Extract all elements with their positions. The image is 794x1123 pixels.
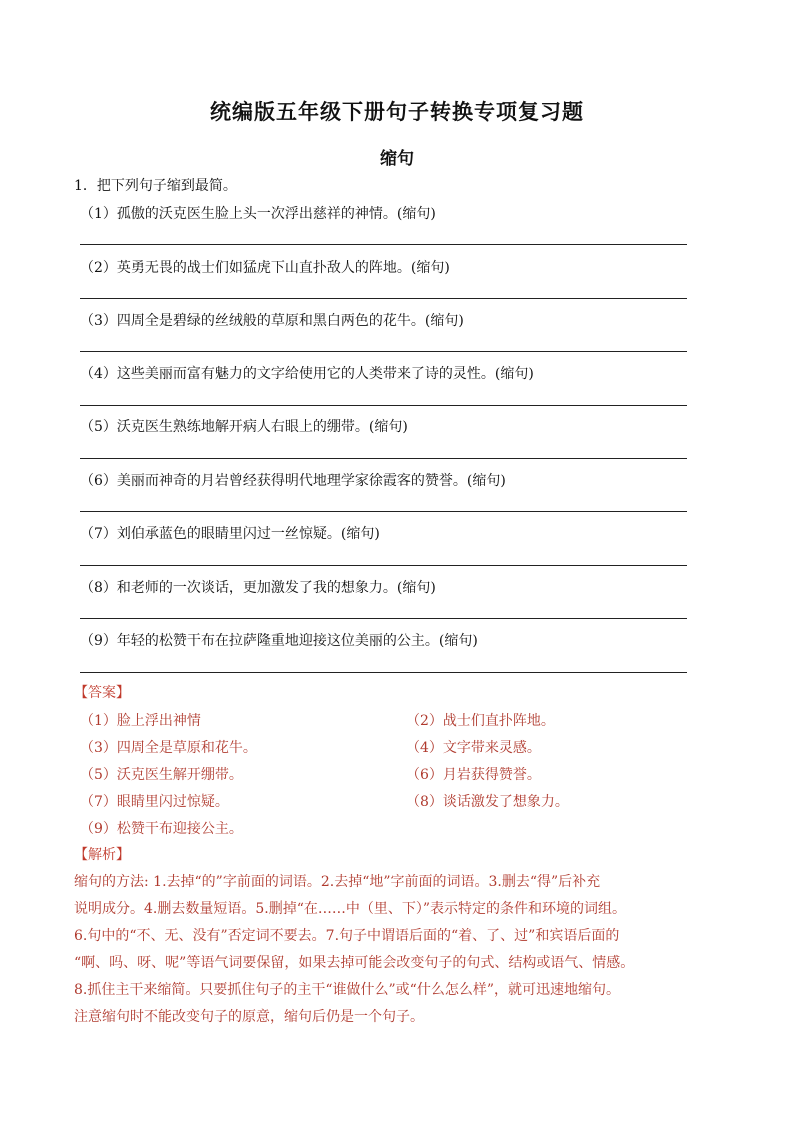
- explanation-line: 说明成分。4.删去数量短语。5.删掉“在……中（里、下）”表示特定的条件和环境的词组。: [74, 901, 627, 917]
- section-subtitle: 缩句: [380, 149, 414, 169]
- answer-blank-line[interactable]: [80, 351, 687, 352]
- page-title: 统编版五年级下册句子转换专项复习题: [210, 99, 584, 124]
- question-item: （9）年轻的松赞干布在拉萨隆重地迎接这位美丽的公主。(缩句): [80, 633, 478, 649]
- answer-item: （5）沃克医生解开绷带。: [80, 767, 243, 783]
- explanation-heading: 【解析】: [74, 847, 130, 863]
- question-item: （5）沃克医生熟练地解开病人右眼上的绷带。(缩句): [80, 419, 408, 435]
- question-item: （7）刘伯承蓝色的眼睛里闪过一丝惊疑。(缩句): [80, 526, 380, 542]
- question-heading: 1．把下列句子缩到最简。: [74, 178, 237, 194]
- answer-item: （3）四周全是草原和花牛。: [80, 740, 257, 756]
- answer-heading: 【答案】: [74, 685, 130, 701]
- explanation-line: 缩句的方法: 1.去掉“的”字前面的词语。2.去掉“地”字前面的词语。3.删去“得”后补充: [74, 874, 601, 890]
- answer-blank-line[interactable]: [80, 244, 687, 245]
- answer-item: （1）脸上浮出神情: [80, 713, 201, 729]
- answer-item: （4）文字带来灵感。: [406, 740, 541, 756]
- question-item: （8）和老师的一次谈话，更加激发了我的想象力。(缩句): [80, 580, 436, 596]
- explanation-line: 8.抓住主干来缩简。只要抓住句子的主干“谁做什么”或“什么怎么样”，就可迅速地缩句。: [74, 982, 620, 998]
- answer-blank-line[interactable]: [80, 672, 687, 673]
- question-item: （6）美丽而神奇的月岩曾经获得明代地理学家徐霞客的赞誉。(缩句): [80, 473, 506, 489]
- answer-blank-line[interactable]: [80, 618, 687, 619]
- answer-item: （9）松赞干布迎接公主。: [80, 821, 243, 837]
- answer-blank-line[interactable]: [80, 298, 687, 299]
- question-item: （3）四周全是碧绿的丝绒般的草原和黑白两色的花牛。(缩句): [80, 313, 464, 329]
- answer-blank-line[interactable]: [80, 511, 687, 512]
- explanation-line: “啊、吗、呀、呢”等语气词要保留，如果去掉可能会改变句子的句式、结构或语气、情感。: [74, 955, 635, 971]
- answer-item: （6）月岩获得赞誉。: [406, 767, 541, 783]
- answer-item: （7）眼睛里闪过惊疑。: [80, 794, 229, 810]
- question-item: （2）英勇无畏的战士们如猛虎下山直扑敌人的阵地。(缩句): [80, 260, 450, 276]
- answer-item: （2）战士们直扑阵地。: [406, 713, 555, 729]
- explanation-line: 6.句中的“不、无、没有”否定词不要去。7.句子中谓语后面的“着、了、过”和宾语后面的: [74, 928, 620, 944]
- question-item: （1）孤傲的沃克医生脸上头一次浮出慈祥的神情。(缩句): [80, 206, 436, 222]
- answer-item: （8）谈话激发了想象力。: [406, 794, 569, 810]
- answer-blank-line[interactable]: [80, 565, 687, 566]
- answer-blank-line[interactable]: [80, 458, 687, 459]
- answer-blank-line[interactable]: [80, 405, 687, 406]
- question-item: （4）这些美丽而富有魅力的文字给使用它的人类带来了诗的灵性。(缩句): [80, 366, 534, 382]
- explanation-line: 注意缩句时不能改变句子的原意，缩句后仍是一个句子。: [74, 1009, 424, 1025]
